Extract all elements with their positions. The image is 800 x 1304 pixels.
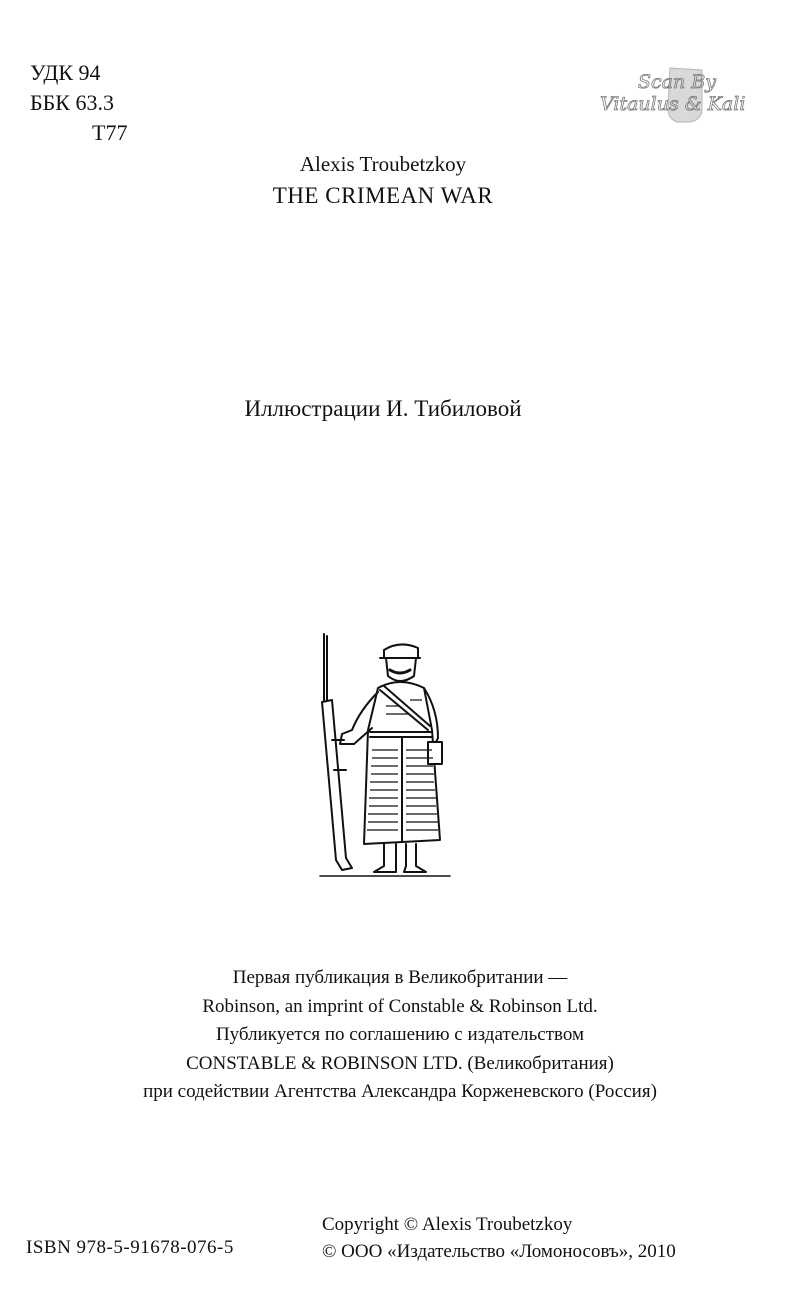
soldier-with-rifle-icon (300, 630, 470, 880)
isbn-number: ISBN 978-5-91678-076-5 (26, 1237, 234, 1258)
publication-note-line: Первая публикация в Великобритании — (232, 967, 568, 988)
copyright-block (322, 1211, 676, 1265)
bbk-code: ББК 63.3 (30, 90, 114, 115)
publication-note-line: Публикуется по соглашению с издательством (215, 1024, 585, 1045)
watermark-line1: Scan By (638, 71, 716, 93)
copyright-line-publisher: © ООО «Издательство «Ломоносовъ», 2010 (322, 1241, 676, 1262)
scan-watermark-logo (598, 64, 764, 126)
udk-code: УДК 94 (30, 60, 101, 85)
author-mark: Т77 (92, 120, 128, 145)
classification-block (30, 58, 127, 148)
illustrations-credit: Иллюстрации И. Тибиловой (244, 396, 522, 421)
publication-note-line: CONSTABLE & ROBINSON LTD. (Великобритания) (186, 1052, 614, 1074)
publication-note-line: Robinson, an imprint of Constable & Robinson Ltd. (202, 995, 598, 1017)
original-title: THE CRIMEAN WAR (272, 183, 494, 208)
original-author: Alexis Troubetzkoy (299, 152, 467, 176)
watermark-line2: Vitaulus & Kali (600, 93, 746, 115)
publication-notes (40, 964, 760, 1107)
publication-note-line: при содействии Агентства Александра Корженевского (Россия) (143, 1081, 657, 1102)
copyright-line-author: Copyright © Alexis Troubetzkoy (322, 1214, 573, 1235)
